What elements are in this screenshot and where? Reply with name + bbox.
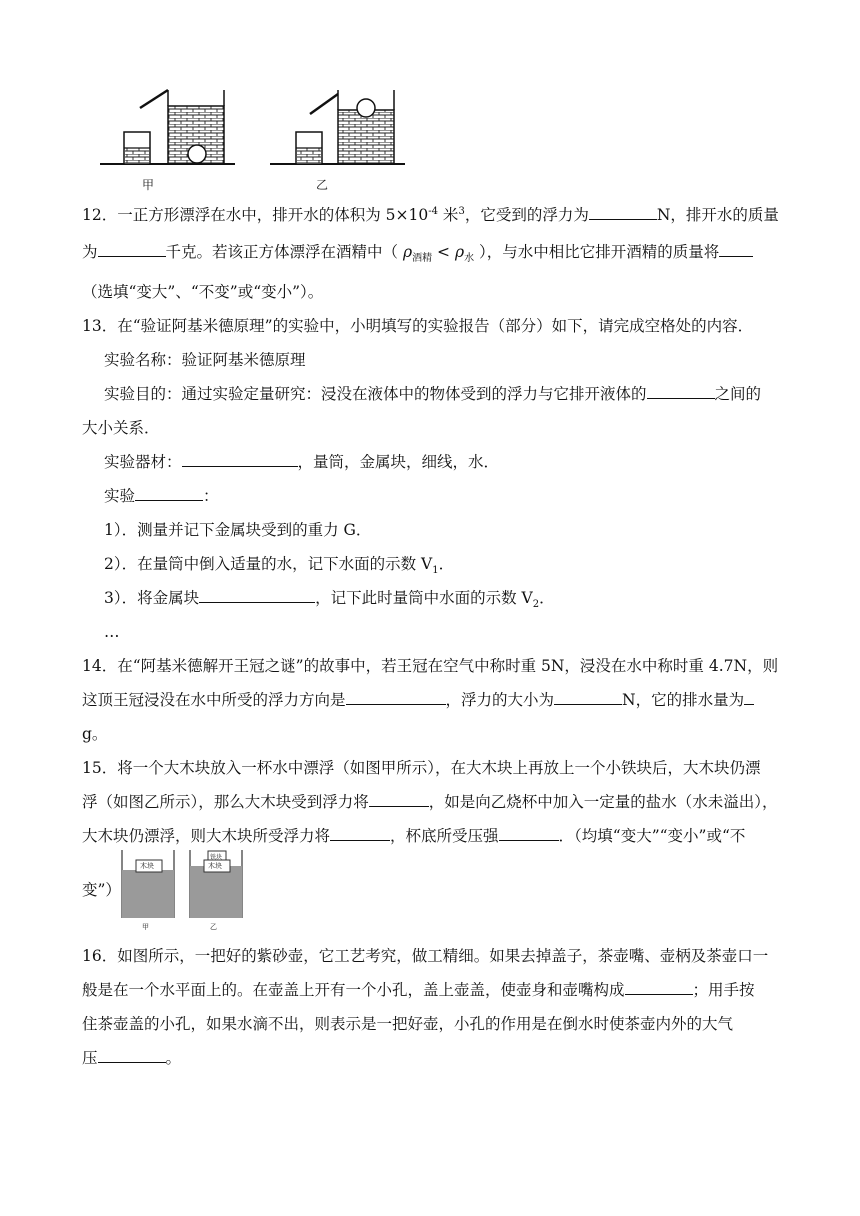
q12-line2: 为 千克。若该正方体漂浮在酒精中（ $\rho_{酒精} < \rho_水$ ），与水中相比它排开酒精的质量将 (82, 242, 800, 269)
q16-blank-pressure[interactable] (98, 1048, 166, 1063)
q16-line1: 16．如图所示，一把好的紫砂壶，它工艺考究，做工精细。如果去掉盖子，茶壶嘴、壶柄及茶壶口一 (82, 947, 769, 965)
figure-label-yi: 乙 (316, 178, 329, 192)
q13-purpose-cont: 大小关系． (82, 419, 160, 437)
q13-step3: 3）．将金属块 ，记下此时量筒中水面的示数 $V_2$． (104, 589, 555, 611)
apparatus-left (100, 90, 235, 164)
q14-line3: g。 (82, 725, 108, 743)
q13-blank-purpose[interactable] (647, 384, 715, 399)
q13-blank-experiment[interactable] (135, 486, 203, 501)
q15-line4: 变”） (82, 881, 121, 899)
q16-line3: 住茶壶盖的小孔，如果水滴不出，则表示是一把好壶，小孔的作用是在倒水时使茶壶内外的大气 (82, 1015, 734, 1033)
q15-line1: 15．将一个大木块放入一杯水中漂浮（如图甲所示），在大木块上再放上一个小铁块后，大木块仍漂 (82, 759, 761, 777)
q16-line4: 压 。 (82, 1049, 182, 1067)
q14-number: 14． (82, 657, 118, 675)
beaker-figure (118, 848, 258, 928)
q12-number: 12． (82, 206, 118, 225)
q13-line1: 13．在“验证阿基米德原理”的实验中，小明填写的实验报告（部分）如下，请完成空格处的内容． (82, 317, 754, 335)
beaker-label-yi: 乙 (210, 923, 217, 931)
q12-line1: 12．一正方形漂浮在水中，排开水的体积为 $5\times 10^{-4}$ 米$^3$，它受到的浮力为 N，排开水的质量 (82, 206, 779, 225)
container-figure (100, 88, 420, 188)
q15-line3: 大木块仍漂浮，则大木块所受浮力将 ，杯底所受压强 ．（均填“变大”“变小”或“不 (82, 827, 746, 845)
q15-line2: 浮（如图乙所示），那么大木块受到浮力将 ，如是向乙烧杯中加入一定量的盐水（水未溢出）， (82, 793, 778, 811)
q16-line2: 般是在一个水平面上的。在壶盖上开有一个小孔，盖上壶盖，使壶身和壶嘴构成 ；用手按 (82, 981, 755, 999)
q12-line3: （选填“变大”、“不变”或“变小”）。 (82, 283, 324, 301)
q12-blank-change[interactable] (719, 242, 753, 257)
q16-number: 16． (82, 947, 118, 965)
q13-experiment: 实验 ： (104, 487, 219, 505)
q15-number: 15． (82, 759, 118, 777)
q12-blank-mass[interactable] (98, 242, 166, 257)
q13-step1: 1）．测量并记下金属块受到的重力 G． (104, 521, 372, 539)
q13-number: 13． (82, 317, 118, 335)
apparatus-right (270, 90, 405, 164)
q15-blank-pressure[interactable] (499, 826, 559, 841)
q13-purpose: 实验目的：通过实验定量研究：浸没在液体中的物体受到的浮力与它排开液体的 之间的 (104, 385, 762, 403)
q13-blank-step3[interactable] (199, 588, 315, 603)
q14-blank-force[interactable] (554, 690, 622, 705)
figure-label-jia: 甲 (142, 178, 155, 192)
beaker-iron-label: 铁块 (210, 854, 223, 861)
q14-blank-direction[interactable] (346, 690, 446, 705)
q16-blank-structure[interactable] (625, 980, 693, 995)
q13-step2: 2）．在量筒中倒入适量的水，记下水面的示数 $V_1$． (104, 555, 455, 577)
q13-ellipsis: … (104, 623, 120, 641)
q14-line2: 这顶王冠浸没在水中所受的浮力方向是 ，浮力的大小为 N，它的排水量为 (82, 690, 800, 710)
q14-line1: 14．在“阿基米德解开王冠之谜”的故事中，若王冠在空气中称时重 5N，浸没在水中称时重 4.7N，则 (82, 657, 779, 675)
beaker-label-jia: 甲 (142, 923, 149, 931)
q15-blank-buoyancy2[interactable] (330, 826, 390, 841)
beaker-wood-label-jia: 木块 (140, 862, 154, 870)
q12-blank-buoyancy[interactable] (589, 205, 657, 220)
q13-equipment: 实验器材： ，量筒，金属块，细线，水． (104, 453, 500, 471)
q13-exp-name: 实验名称：验证阿基米德原理 (104, 351, 306, 369)
q15-blank-buoyancy1[interactable] (369, 792, 429, 807)
q13-blank-equipment[interactable] (182, 452, 298, 467)
q14-blank-displacement[interactable] (744, 690, 754, 705)
beaker-wood-label-yi: 木块 (208, 862, 222, 870)
